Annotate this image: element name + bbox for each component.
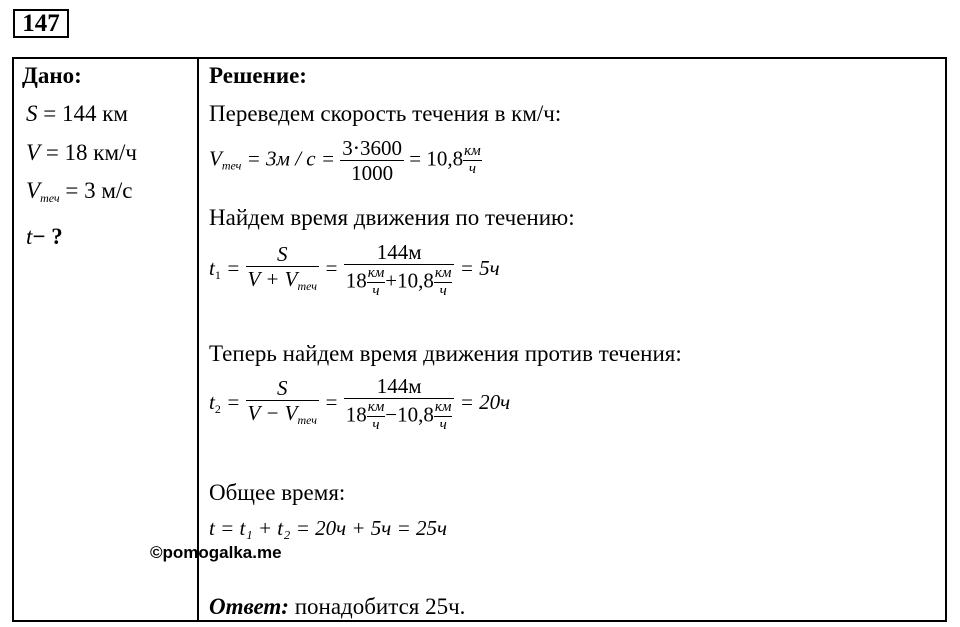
given-unknown: t− ? bbox=[26, 224, 63, 249]
equation-time-upstream: $t_2$ = $\frac{S}{V - V_{теч}}$ = 144м 18 км ч −10,8 км ч = 20ч bbox=[209, 374, 511, 433]
given-header: Дано: bbox=[22, 63, 82, 88]
given-distance: S = 144 км bbox=[26, 101, 128, 126]
given-speed: V = 18 км/ч bbox=[26, 140, 137, 165]
problem-number: 147 bbox=[13, 9, 69, 38]
step2-text: Найдем время движения по течению: bbox=[209, 205, 575, 230]
given-current-speed: $V_{теч} = 3$ м/с bbox=[26, 178, 133, 205]
step1-text: Переведем скорость течения в км/ч: bbox=[209, 101, 562, 126]
answer-label: Ответ: bbox=[209, 594, 289, 619]
equation-convert-speed: $V_{теч} = 3м / с$ = $\frac{3\cdot 3600}{1000}$ = 10,8 км ч bbox=[209, 136, 481, 185]
step4-text: Общее время: bbox=[209, 480, 346, 505]
watermark: ©pomogalka.me bbox=[150, 543, 282, 562]
equation-total-time: t = t₁ + t₂ = 20ч + 5ч = 25ч bbox=[209, 516, 448, 540]
answer-line bbox=[209, 594, 465, 620]
equation-time-downstream: $t_1$ = $\frac{S}{V + V_{теч}}$ = 144м 18 км ч +10,8 км ч = 5ч bbox=[209, 240, 500, 299]
solution-header: Решение: bbox=[209, 63, 307, 88]
step3-text: Теперь найдем время движения против течения: bbox=[209, 341, 682, 366]
column-divider bbox=[197, 57, 199, 622]
answer-text: понадобится 25ч. bbox=[288, 594, 466, 619]
